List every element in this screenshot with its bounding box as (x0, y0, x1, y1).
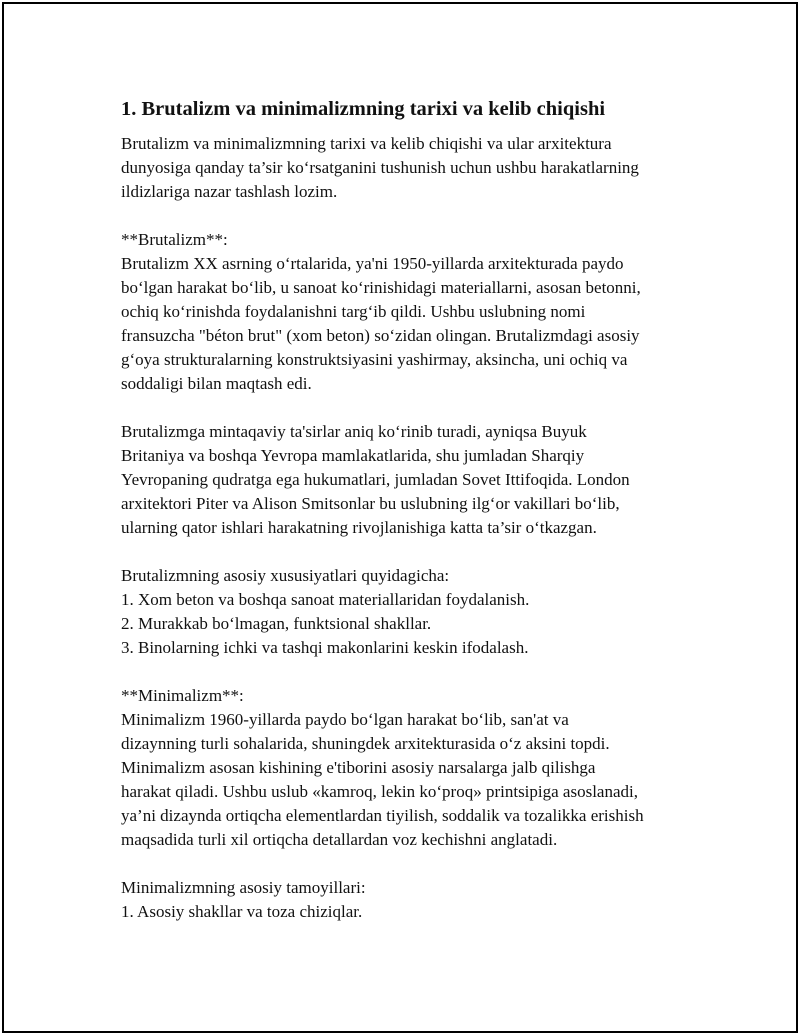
list-title: Brutalizmning asosiy xususiyatlari quyidagicha: (121, 566, 450, 585)
paragraph-gap (121, 852, 701, 876)
list-item: 1. Asosiy shakllar va toza chiziqlar. (121, 902, 363, 921)
subheading-brutalizm: **Brutalizm**: (121, 230, 228, 249)
list-item: 3. Binolarning ichki va tashqi makonlarini keskin ifodalash. (121, 638, 529, 657)
list-brutalizm-features (121, 564, 701, 660)
text-line: ildizlariga nazar tashlash lozim. (121, 182, 338, 201)
text-line: Brutalizm va minimalizmning tarixi va kelib chiqishi va ular arxitektura (121, 134, 612, 153)
text-line: ya’ni dizaynda ortiqcha elementlardan tiyilish, soddalik va tozalikka erishish (121, 806, 644, 825)
text-line: harakat qiladi. Ushbu uslub «kamroq, lekin ko‘proq» printsipiga asoslanadi, (121, 782, 638, 801)
text-line: dizaynning turli sohalarida, shuningdek arxitekturasida o‘z aksini topdi. (121, 734, 610, 753)
text-line: maqsadida turli xil ortiqcha detallardan voz kechishni anglatadi. (121, 830, 558, 849)
paragraph-gap (121, 540, 701, 564)
document-body (121, 96, 701, 924)
paragraph-minimalizm (121, 684, 701, 852)
text-line: dunyosiga qanday ta’sir ko‘rsatganini tushunish uchun ushbu harakatlarning (121, 158, 639, 177)
text-line: ochiq ko‘rinishda foydalanishni targ‘ib qildi. Ushbu uslubning nomi (121, 302, 586, 321)
text-line: g‘oya strukturalarning konstruktsiyasini yashirmay, aksincha, uni ochiq va (121, 350, 628, 369)
subheading-minimalizm: **Minimalizm**: (121, 686, 244, 705)
paragraph-gap (121, 396, 701, 420)
text-line: Britaniya va boshqa Yevropa mamlakatlarida, shu jumladan Sharqiy (121, 446, 585, 465)
paragraph-intro (121, 132, 701, 204)
text-line: Minimalizm asosan kishining e'tiborini asosiy narsalarga jalb qilishga (121, 758, 596, 777)
page-frame (2, 2, 798, 1033)
paragraph-gap (121, 204, 701, 228)
text-line: Brutalizmga mintaqaviy ta'sirlar aniq ko‘rinib turadi, ayniqsa Buyuk (121, 422, 587, 441)
list-minimalizm-principles (121, 876, 701, 924)
text-line: fransuzcha "béton brut" (xom beton) so‘zidan olingan. Brutalizmdagi asosiy (121, 326, 640, 345)
text-line: bo‘lgan harakat bo‘lib, u sanoat ko‘rinishidagi materiallarni, asosan betonni, (121, 278, 641, 297)
text-line: soddaligi bilan maqtash edi. (121, 374, 312, 393)
paragraph-gap (121, 660, 701, 684)
paragraph-brutalizm (121, 228, 701, 396)
text-line: Yevropaning qudratga ega hukumatlari, jumladan Sovet Ittifoqida. London (121, 470, 630, 489)
text-line: arxitektori Piter va Alison Smitsonlar bu uslubning ilg‘or vakillari bo‘lib, (121, 494, 620, 513)
text-line: ularning qator ishlari harakatning rivojlanishiga katta ta’sir o‘tkazgan. (121, 518, 597, 537)
list-item: 2. Murakkab bo‘lmagan, funktsional shakllar. (121, 614, 432, 633)
paragraph-regional (121, 420, 701, 540)
text-line: Minimalizm 1960-yillarda paydo bo‘lgan harakat bo‘lib, san'at va (121, 710, 569, 729)
text-line: Brutalizm XX asrning o‘rtalarida, ya'ni 1950-yillarda arxitekturada paydo (121, 254, 624, 273)
section-heading: 1. Brutalizm va minimalizmning tarixi va kelib chiqishi (121, 98, 606, 120)
list-title: Minimalizmning asosiy tamoyillari: (121, 878, 366, 897)
list-item: 1. Xom beton va boshqa sanoat materiallaridan foydalanish. (121, 590, 530, 609)
